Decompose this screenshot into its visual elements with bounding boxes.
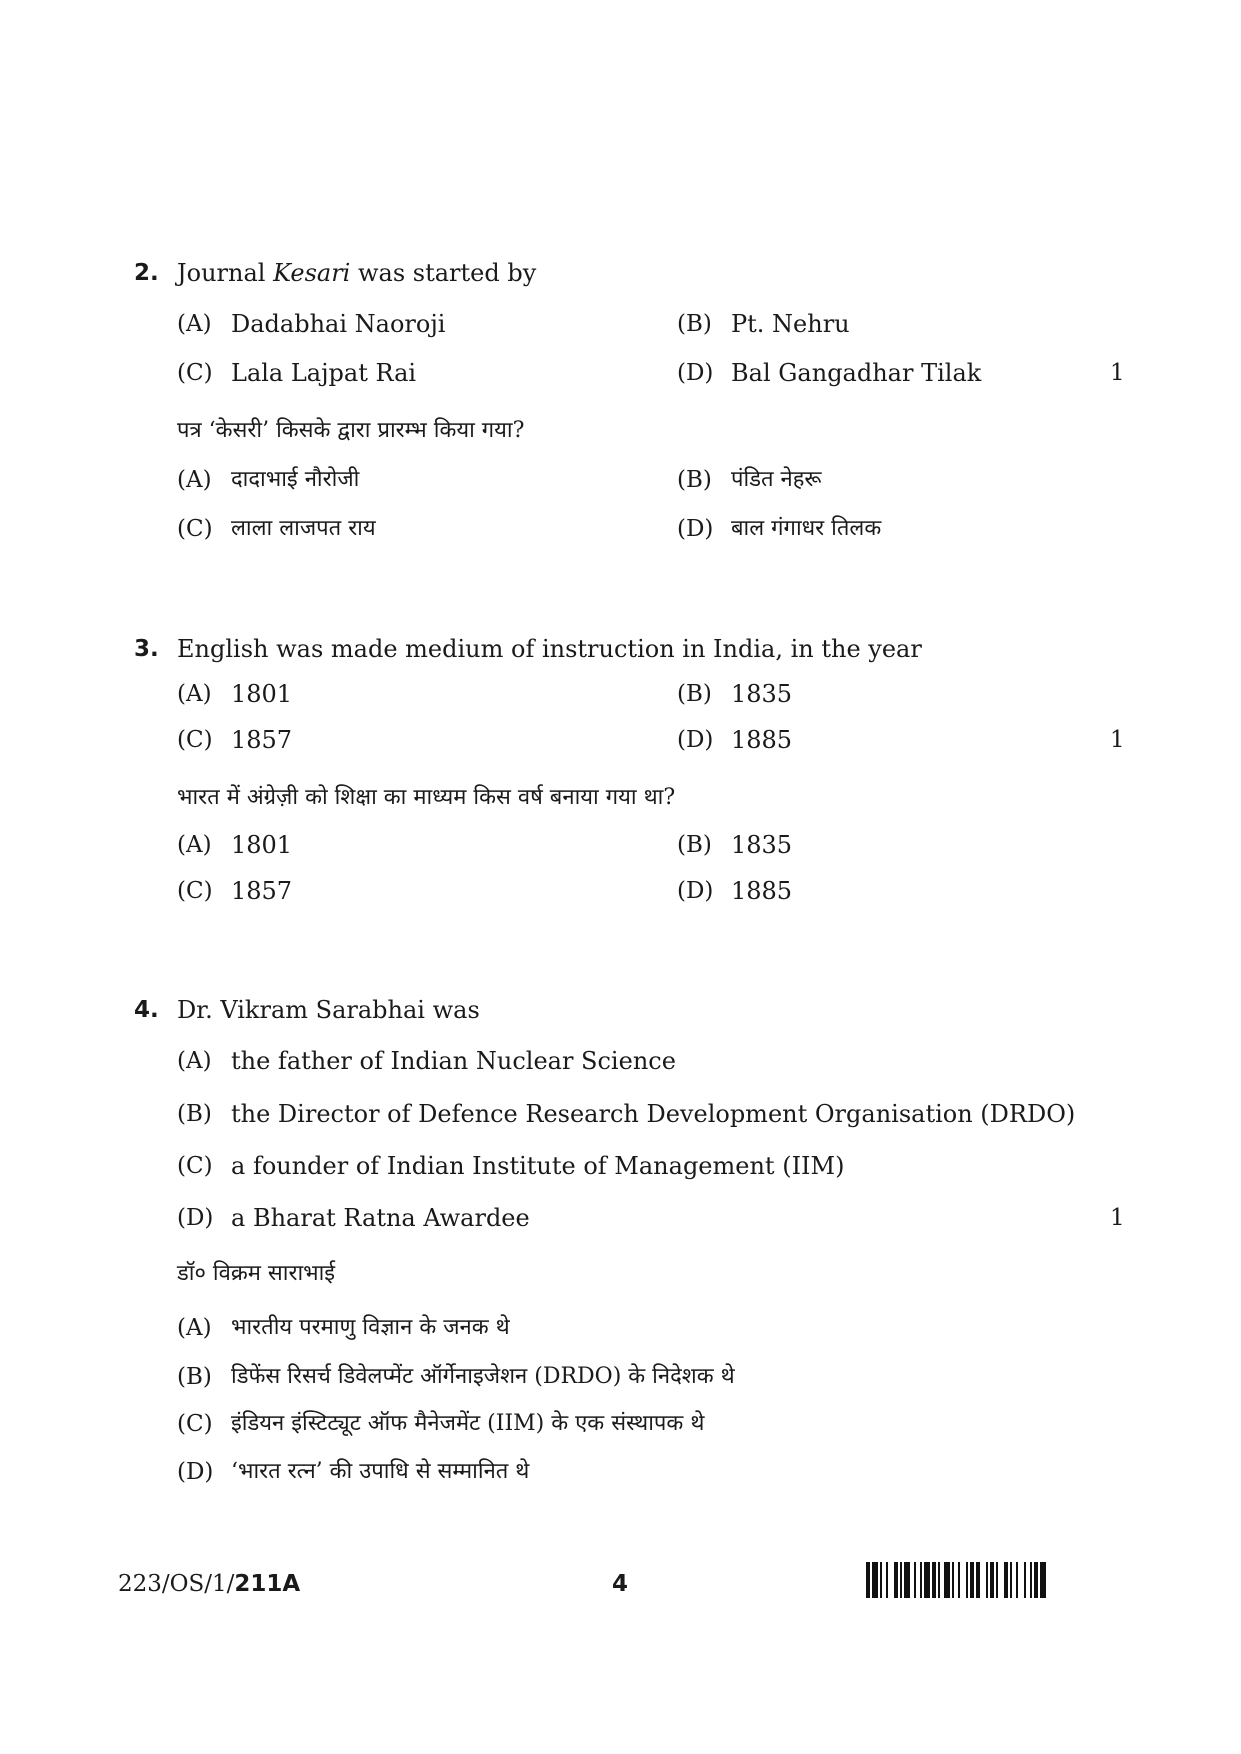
barcode-bar [1004,1562,1008,1598]
barcode-bar [924,1562,930,1598]
barcode-bar [900,1562,902,1598]
option-b-en: the Director of Defence Research Development Organisation (DRDO) [231,1100,1076,1128]
option-label: (A) [177,311,212,337]
option-label: (A) [177,832,212,858]
barcode-bar [1040,1562,1046,1598]
barcode-bar [990,1562,994,1598]
option-label: (B) [677,832,712,858]
option-label: (C) [177,727,213,753]
option-a-hi: 1801 [231,831,293,859]
option-label: (D) [177,1205,214,1231]
option-b-en: 1835 [731,680,793,708]
option-a-en: 1801 [231,680,293,708]
option-c-en: a founder of Indian Institute of Management (IIM) [231,1152,845,1180]
option-d-en: Bal Gangadhar Tilak [731,359,982,387]
option-label: (B) [677,681,712,707]
option-label: (B) [677,311,712,337]
question-number: 3. [134,636,159,662]
option-label: (A) [177,1048,212,1074]
barcode-bar [938,1562,940,1598]
question-text-hi: डॉ० विक्रम साराभाई [177,1261,336,1286]
option-a-hi: भारतीय परमाणु विज्ञान के जनक थे [231,1315,510,1340]
question-number: 4. [134,997,159,1023]
page-number: 4 [612,1571,629,1597]
option-label: (D) [677,878,714,904]
barcode-bar [886,1562,888,1598]
option-label: (C) [177,1153,213,1179]
question-text-en: Dr. Vikram Sarabhai was [177,996,480,1024]
option-c-hi: लाला लाजपत राय [231,516,376,541]
option-d-hi: 1885 [731,877,793,905]
option-a-hi: दादाभाई नौरोजी [231,467,360,492]
barcode-bar [920,1562,922,1598]
marks: 1 [1110,360,1125,386]
barcode-icon [866,1562,1128,1598]
option-label: (B) [177,1101,212,1127]
option-c-en: 1857 [231,726,293,754]
option-label: (A) [177,467,212,493]
barcode-bar [1024,1562,1026,1598]
option-label: (A) [177,1315,212,1341]
option-b-hi: 1835 [731,831,793,859]
barcode-bar [958,1562,960,1598]
question-number: 2. [134,260,159,286]
option-a-en: Dadabhai Naoroji [231,310,446,338]
option-b-hi: डिफेंस रिसर्च डिवेलप्मेंट ऑर्गेनाइजेशन (DRDO) के निदेशक थे [231,1364,735,1389]
barcode-bar [904,1562,910,1598]
option-c-en: Lala Lajpat Rai [231,359,417,387]
barcode-bar [1034,1562,1038,1598]
option-label: (D) [677,360,714,386]
barcode-bar [866,1562,870,1598]
option-label: (B) [677,467,712,493]
option-label: (C) [177,878,213,904]
option-d-hi: ‘भारत रत्न’ की उपाधि से सम्मानित थे [231,1459,530,1484]
barcode-bar [952,1562,954,1598]
barcode-bar [872,1562,878,1598]
question-text-en: Journal Kesari was started by [177,259,537,287]
barcode-bar [996,1562,998,1598]
option-label: (D) [677,727,714,753]
barcode-bar [880,1562,882,1598]
option-label: (C) [177,1411,213,1437]
barcode-bar [976,1562,980,1598]
question-text-en: English was made medium of instruction in India, in the year [177,635,922,663]
paper-code: 223/OS/1/211A [118,1571,301,1597]
option-c-hi: 1857 [231,877,293,905]
option-d-en: 1885 [731,726,793,754]
option-label: (D) [177,1459,214,1485]
option-label: (C) [177,360,213,386]
question-text-hi: पत्र ‘केसरी’ किसके द्वारा प्रारम्भ किया गया? [177,418,525,443]
barcode-bar [970,1562,974,1598]
option-label: (B) [177,1364,212,1390]
option-label: (A) [177,681,212,707]
option-label: (D) [677,516,714,542]
option-label: (C) [177,516,213,542]
option-d-en: a Bharat Ratna Awardee [231,1204,530,1232]
option-d-hi: बाल गंगाधर तिलक [731,516,882,541]
option-b-en: Pt. Nehru [731,310,850,338]
option-b-hi: पंडित नेहरू [731,467,822,492]
question-text-hi: भारत में अंग्रेज़ी को शिक्षा का माध्यम किस वर्ष बनाया गया था? [177,785,676,810]
barcode-bar [1016,1562,1018,1598]
marks: 1 [1110,1205,1125,1231]
barcode-bar [944,1562,950,1598]
option-a-en: the father of Indian Nuclear Science [231,1047,676,1075]
marks: 1 [1110,727,1125,753]
option-c-hi: इंडियन इंस्टिट्यूट ऑफ मैनेजमेंट (IIM) के एक संस्थापक थे [231,1411,705,1436]
barcode-bar [1030,1562,1032,1598]
barcode-bar [894,1562,898,1598]
barcode-bar [914,1562,916,1598]
barcode-bar [986,1562,988,1598]
barcode-bar [932,1562,936,1598]
barcode-bar [966,1562,968,1598]
barcode-bar [1010,1562,1012,1598]
